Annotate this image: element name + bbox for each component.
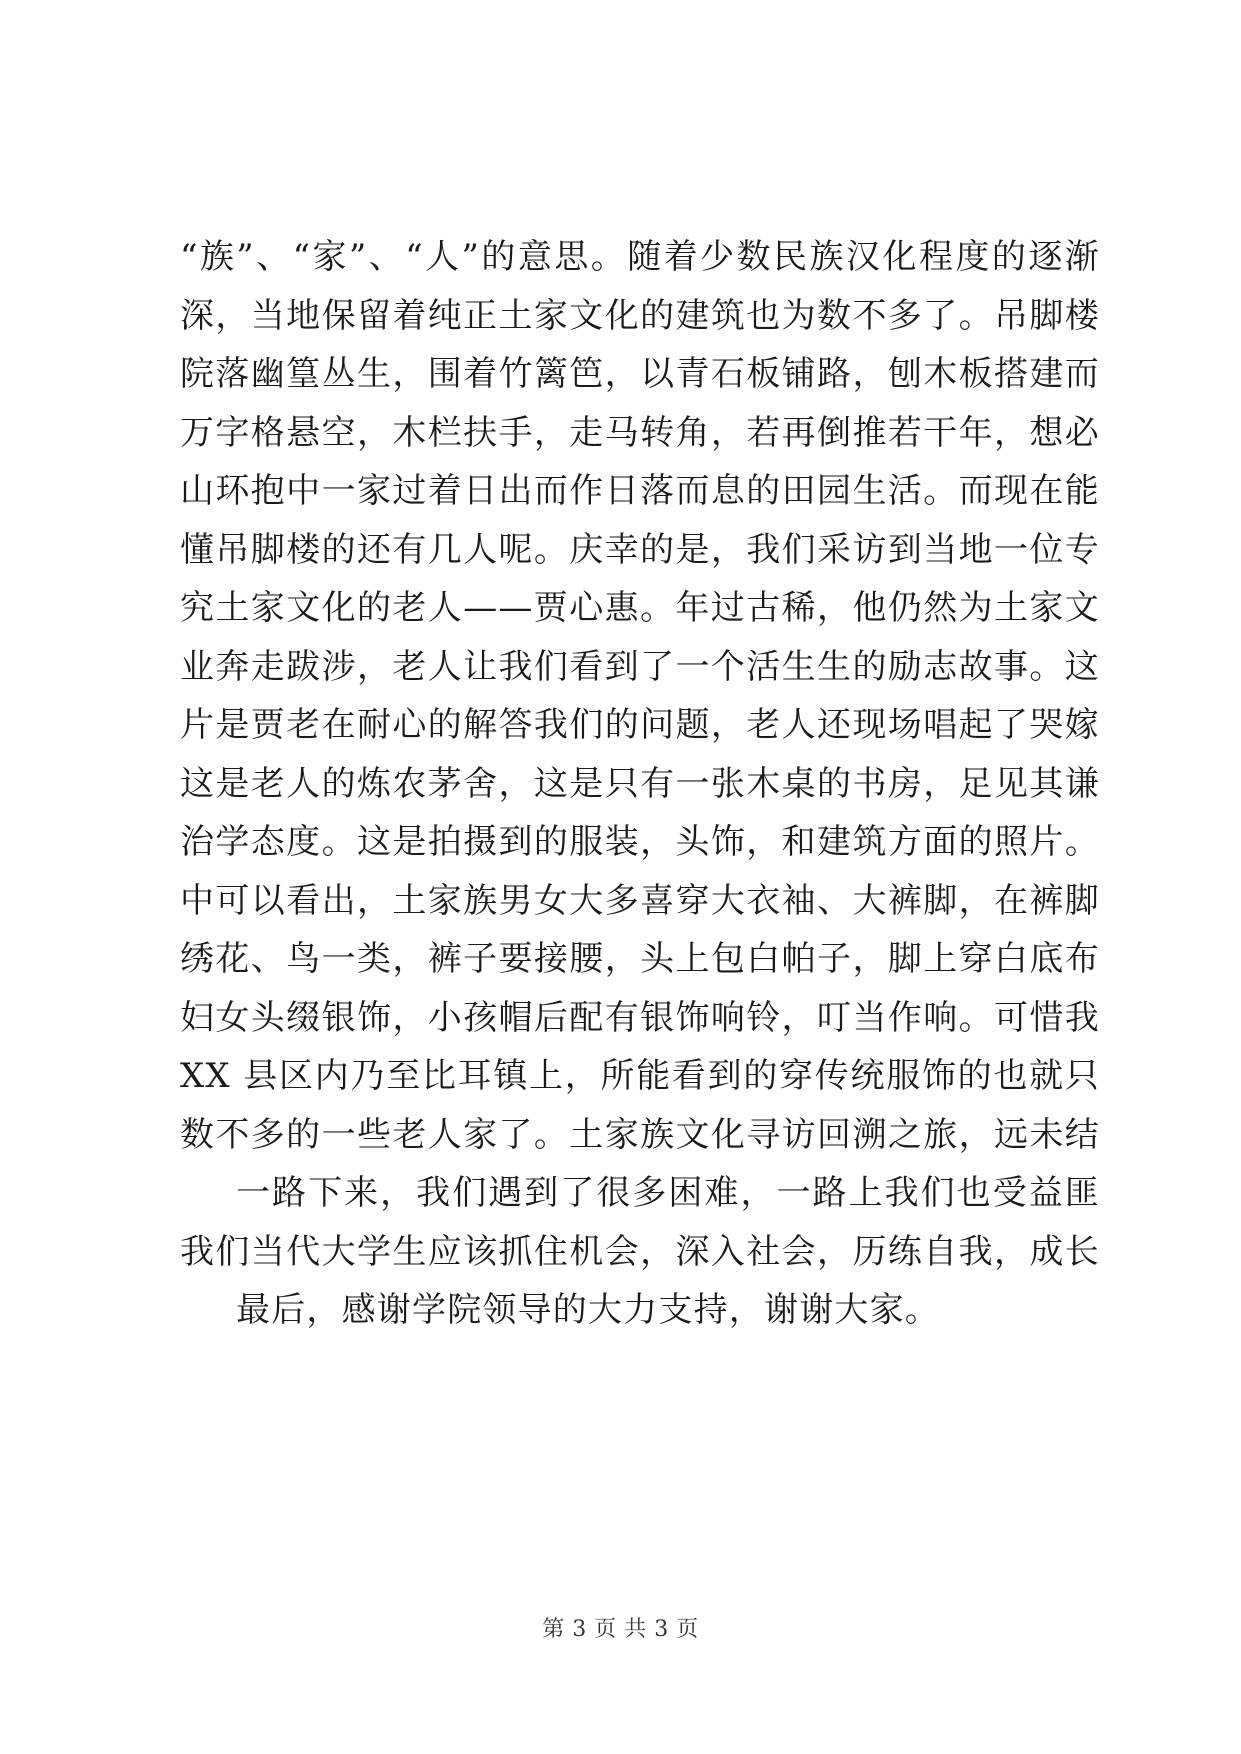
text-line: 这是老人的炼农茅舍，这是只有一张木桌的书房，足见其谦 bbox=[180, 763, 1100, 804]
text-line: 数不多的一些老人家了。土家族文化寻访回溯之旅，远未结 bbox=[180, 1114, 1100, 1155]
text-line: 究土家文化的老人——贾心惠。年过古稀，他仍然为土家文 bbox=[180, 588, 1100, 628]
text-line: XX 县区内乃至比耳镇上，所能看到的穿传统服饰的也就只 bbox=[180, 1056, 1100, 1096]
text-line: 深，当地保留着纯正土家文化的建筑也为数不多了。吊脚楼 bbox=[180, 295, 1100, 336]
text-line: 业奔走跋涉，老人让我们看到了一个活生生的励志故事。这 bbox=[180, 646, 1100, 687]
text-line: 中可以看出，土家族男女大多喜穿大衣袖、大裤脚，在裤脚 bbox=[180, 880, 1100, 921]
text-line: 治学态度。这是拍摄到的服装，头饰，和建筑方面的照片。 bbox=[180, 822, 1100, 862]
text-line: 万字格悬空，木栏扶手，走马转角，若再倒推若干年，想必 bbox=[180, 412, 1100, 453]
text-line: 最后，感谢学院领导的大力支持，谢谢大家。 bbox=[236, 1290, 940, 1330]
page-number-footer: 第 3 页 共 3 页 bbox=[542, 1617, 699, 1642]
text-line: 我们当代大学生应该抓住机会，深入社会，历练自我，成长 bbox=[180, 1231, 1100, 1272]
text-line: 懂吊脚楼的还有几人呢。庆幸的是，我们采访到当地一位专 bbox=[180, 529, 1100, 570]
text-line: 山环抱中一家过着日出而作日落而息的田园生活。而现在能 bbox=[180, 471, 1100, 511]
text-line: 绣花、鸟一类，裤子要接腰，头上包白帕子，脚上穿白底布 bbox=[180, 939, 1100, 979]
text-line: 院落幽篁丛生，围着竹篱笆，以青石板铺路，刨木板搭建而 bbox=[180, 354, 1100, 394]
text-line: 片是贾老在耐心的解答我们的问题，老人还现场唱起了哭嫁 bbox=[180, 705, 1100, 745]
text-line: “族”、“家”、“人”的意思。随着少数民族汉化程度的逐渐 bbox=[180, 237, 1100, 277]
text-line: 一路下来，我们遇到了很多困难，一路上我们也受益匪 bbox=[236, 1173, 1100, 1213]
text-line: 妇女头缀银饰，小孩帽后配有银饰响铃，叮当作响。可惜我 bbox=[180, 997, 1100, 1038]
body-text bbox=[180, 228, 1100, 1340]
